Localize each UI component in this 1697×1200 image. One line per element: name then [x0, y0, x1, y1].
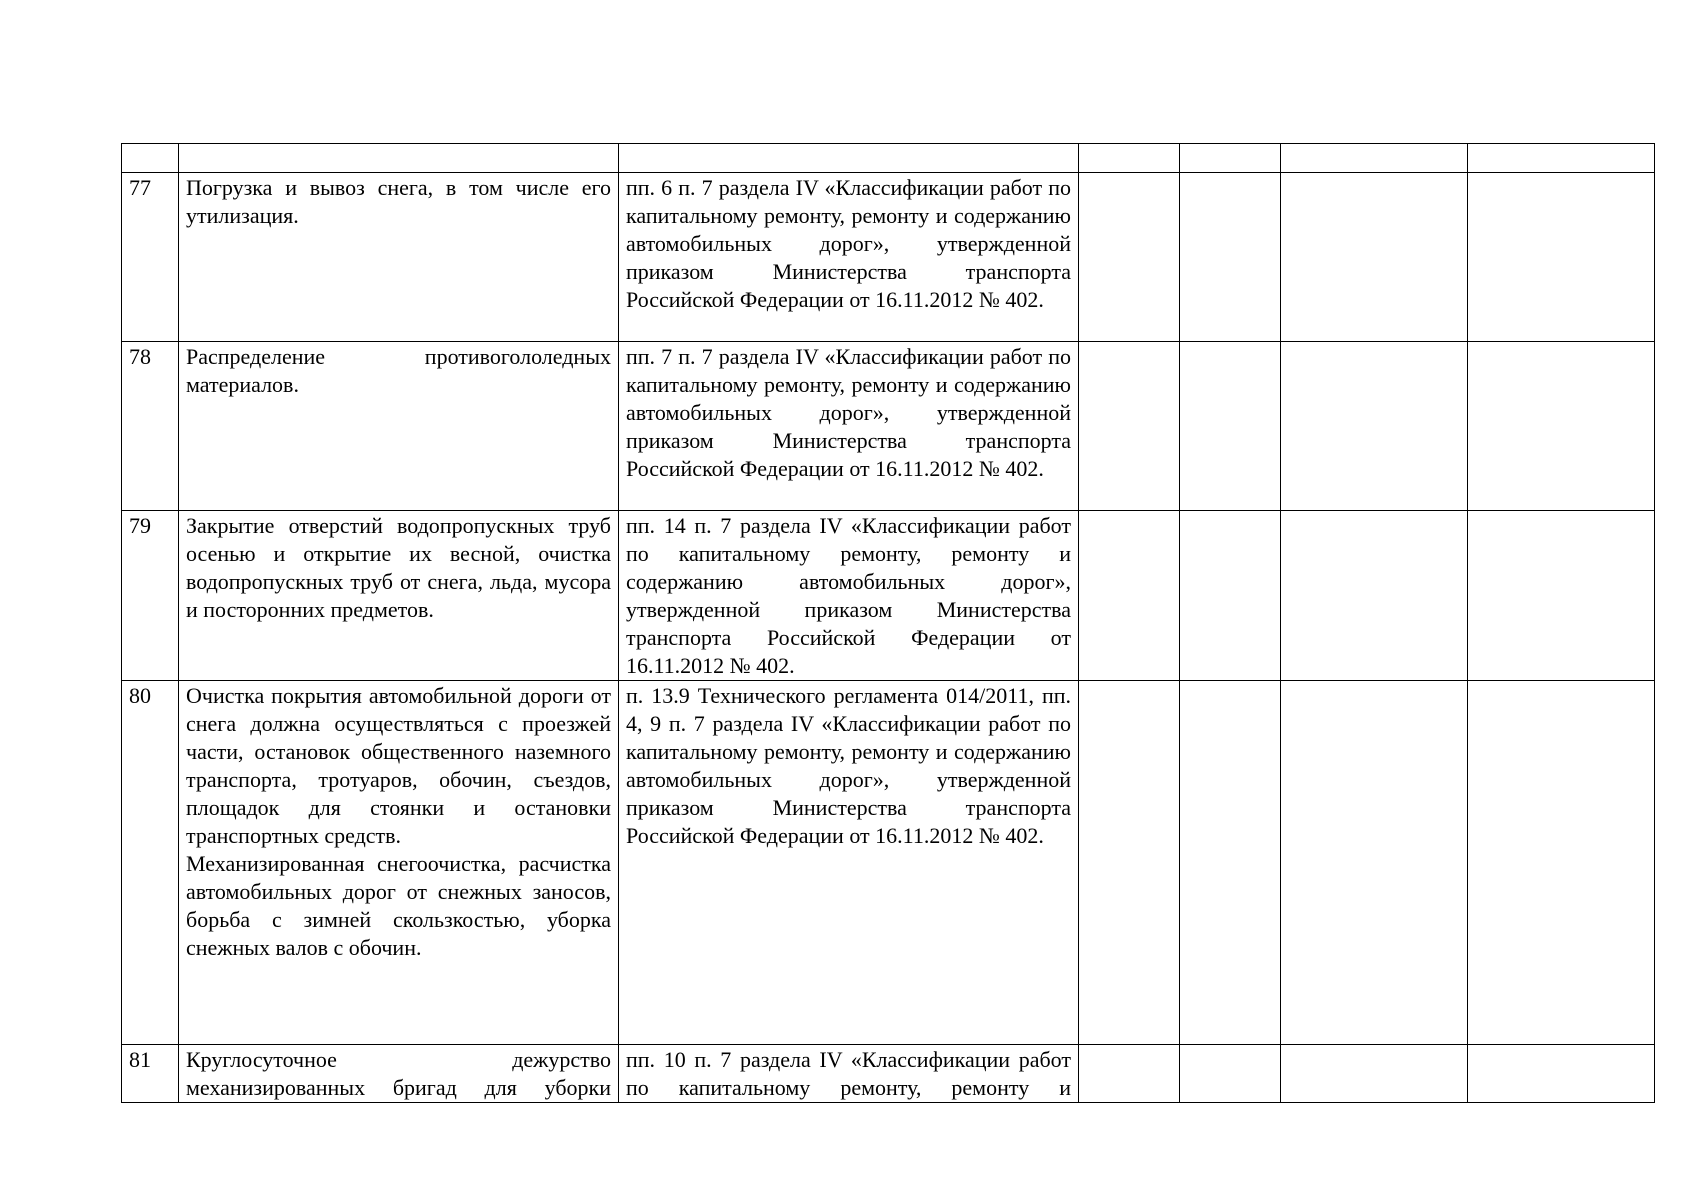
work-paragraph: Механизированная снегоочистка, расчистка автомобильных дорог от снежных заносов, борьба с зимней скользкостью, уборка снежных валов с обочин. — [186, 851, 611, 960]
header-cell — [619, 144, 1079, 173]
empty-cell — [1079, 173, 1180, 342]
empty-cell — [1468, 681, 1655, 1045]
empty-cell — [1281, 511, 1468, 681]
requirements-table — [121, 143, 1655, 1103]
work-paragraph: Закрытие отверстий водопропускных труб осенью и открытие их весной, очистка водопропускных труб от снега, льда, мусора и посторонних предметов. — [186, 513, 611, 622]
empty-cell — [1180, 681, 1281, 1045]
table-row — [122, 1045, 1655, 1103]
work-description — [179, 681, 619, 1045]
table-header-row — [122, 144, 1655, 173]
table-row — [122, 342, 1655, 511]
header-cell — [1180, 144, 1281, 173]
header-cell — [1281, 144, 1468, 173]
empty-cell — [1468, 342, 1655, 511]
normative-basis: пп. 14 п. 7 раздела IV «Классификации работ по капитальному ремонту, ремонту и содержанию автомобильных дорог», утвержденной приказом Министерства транспорта Российской Федерации от 16.11.2012 № 402. — [619, 511, 1079, 681]
row-number: 79 — [122, 511, 179, 681]
empty-cell — [1468, 173, 1655, 342]
empty-cell — [1281, 173, 1468, 342]
table-row — [122, 511, 1655, 681]
header-cell — [1468, 144, 1655, 173]
empty-cell — [1468, 511, 1655, 681]
table-row — [122, 173, 1655, 342]
normative-basis: пп. 6 п. 7 раздела IV «Классификации работ по капитальному ремонту, ремонту и содержанию автомобильных дорог», утвержденной приказом Министерства транспорта Российской Федерации от 16.11.2012 № 402. — [619, 173, 1079, 342]
work-description — [179, 173, 619, 342]
empty-cell — [1468, 1045, 1655, 1103]
header-cell — [179, 144, 619, 173]
work-paragraph: Погрузка и вывоз снега, в том числе его утилизация. — [186, 175, 611, 228]
row-number: 77 — [122, 173, 179, 342]
empty-cell — [1079, 681, 1180, 1045]
empty-cell — [1079, 1045, 1180, 1103]
work-paragraph: Распределение противогололедных материалов. — [186, 344, 611, 397]
header-cell — [122, 144, 179, 173]
row-number: 80 — [122, 681, 179, 1045]
work-description — [179, 511, 619, 681]
work-description — [179, 342, 619, 511]
empty-cell — [1180, 511, 1281, 681]
work-description — [179, 1045, 619, 1103]
empty-cell — [1281, 342, 1468, 511]
table-row — [122, 681, 1655, 1045]
empty-cell — [1180, 173, 1281, 342]
normative-basis: пп. 7 п. 7 раздела IV «Классификации работ по капитальному ремонту, ремонту и содержанию автомобильных дорог», утвержденной приказом Министерства транспорта Российской Федерации от 16.11.2012 № 402. — [619, 342, 1079, 511]
empty-cell — [1079, 342, 1180, 511]
row-number: 78 — [122, 342, 179, 511]
work-paragraph: Очистка покрытия автомобильной дороги от снега должна осуществляться с проезжей части, остановок общественного наземного транспорта, тротуаров, обочин, съездов, площадок для стоянки и остановки транспортных средств. — [186, 683, 611, 848]
empty-cell — [1180, 1045, 1281, 1103]
normative-basis: п. 13.9 Технического регламента 014/2011, пп. 4, 9 п. 7 раздела IV «Классификации работ по капитальному ремонту, ремонту и содержанию автомобильных дорог», утвержденной приказом Министерства транспорта Российской Федерации от 16.11.2012 № 402. — [619, 681, 1079, 1045]
normative-basis: пп. 10 п. 7 раздела IV «Классификации работ по капитальному ремонту, ремонту и — [619, 1045, 1079, 1103]
work-paragraph: Круглосуточное дежурство механизированных бригад для уборки — [186, 1047, 611, 1100]
row-number: 81 — [122, 1045, 179, 1103]
empty-cell — [1281, 681, 1468, 1045]
empty-cell — [1281, 1045, 1468, 1103]
header-cell — [1079, 144, 1180, 173]
empty-cell — [1180, 342, 1281, 511]
empty-cell — [1079, 511, 1180, 681]
